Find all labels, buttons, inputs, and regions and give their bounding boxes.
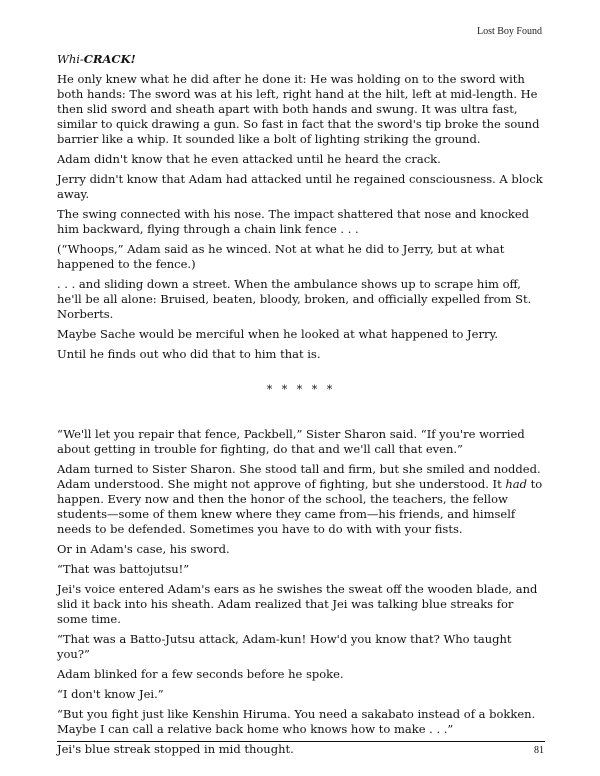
running-header-title: Lost Boy Found bbox=[476, 26, 542, 37]
paragraph: “I don't know Jei.” bbox=[57, 687, 164, 701]
opening-emphasis: CRACK! bbox=[83, 52, 136, 66]
paragraph: “We'll let you repair that fence, Packbell,” Sister Sharon said. “If you're worried about getting in trouble for fighting, do that and we'll call that even.” bbox=[57, 427, 525, 456]
paragraph: Adam blinked for a few seconds before he spoke. bbox=[57, 667, 344, 681]
page-body bbox=[57, 52, 545, 762]
emphasis: had bbox=[505, 477, 527, 491]
paragraph: (“Whoops,” Adam said as he winced. Not at what he did to Jerry, but at what happened to the fence.) bbox=[57, 242, 505, 271]
paragraph: Until he finds out who did that to him that is. bbox=[57, 347, 321, 361]
paragraph-text: Adam turned to Sister Sharon. She stood tall and firm, but she smiled and nodded. Adam understood. She might not approve of fighting, but she understood. It bbox=[57, 462, 541, 491]
paragraph-text: to happen. Every now and then the honor of the school, the teachers, the fellow students—some of them knew where they came from—his friends, and himself needs to be defended. Sometimes you have to do with with your fists. bbox=[57, 477, 543, 536]
footer-rule bbox=[57, 741, 545, 742]
paragraph: The swing connected with his nose. The impact shattered that nose and knocked him backward, flying through a chain link fence . . . bbox=[57, 207, 530, 236]
paragraph: Maybe Sache would be merciful when he looked at what happened to Jerry. bbox=[57, 327, 499, 341]
paragraph bbox=[57, 462, 545, 537]
page-number: 81 bbox=[534, 745, 544, 756]
paragraph: Jerry didn't know that Adam had attacked until he regained consciousness. A block away. bbox=[57, 172, 543, 201]
paragraph: . . . and sliding down a street. When the ambulance shows up to scrape him off, he'll be all alone: Bruised, beaten, bloody, broken, and officially expelled from St. Norberts. bbox=[57, 277, 532, 321]
opening-line bbox=[57, 52, 545, 67]
paragraph: He only knew what he did after he done it: He was holding on to the sword with both hands: The sword was at his left, right hand at the hilt, left at mid-length. He then slid sword and sheath apart with both hands and swung. It was ultra fast, similar to quick drawing a gun. So fast in fact that the sword's tip broke the sound barrier like a whip. It sounded like a bolt of lighting striking the ground. bbox=[57, 72, 540, 146]
paragraph: “But you fight just like Kenshin Hiruma. You need a sakabato instead of a bokken. Maybe I can call a relative back home who knows how to make . . .” bbox=[57, 707, 536, 736]
scene-break: * * * * * bbox=[266, 383, 336, 396]
paragraph: Jei's blue streak stopped in mid thought. bbox=[57, 742, 294, 756]
paragraph: Or in Adam's case, his sword. bbox=[57, 542, 230, 556]
paragraph: Adam didn't know that he even attacked until he heard the crack. bbox=[57, 152, 441, 166]
opening-lead: Whi- bbox=[57, 52, 84, 66]
paragraph: “That was a Batto-Jutsu attack, Adam-kun! How'd you know that? Who taught you?” bbox=[57, 632, 512, 661]
paragraph: Jei's voice entered Adam's ears as he swishes the sweat off the wooden blade, and slid it back into his sheath. Adam realized that Jei was talking blue streaks for some time. bbox=[57, 582, 538, 626]
paragraph: “That was battojutsu!” bbox=[57, 562, 190, 576]
